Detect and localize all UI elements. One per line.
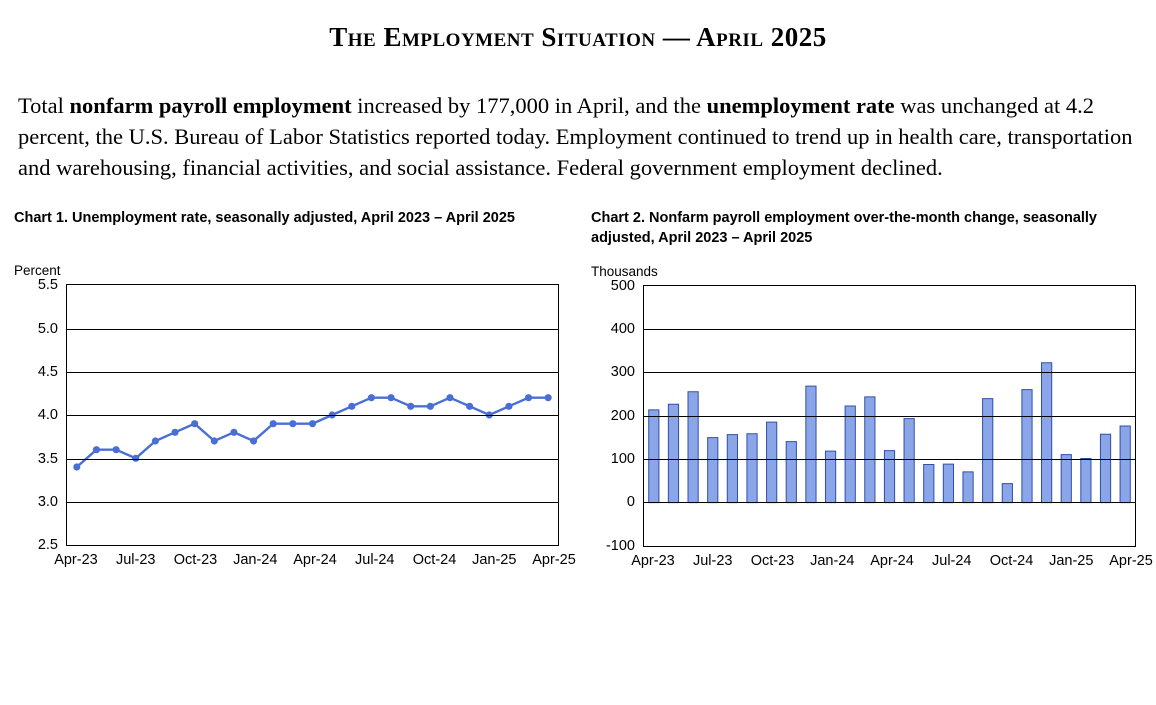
x-axis-tick-label: Apr-23 <box>631 552 675 569</box>
page-title: The Employment Situation — April 2025 <box>329 22 827 52</box>
x-axis-tick-label: Oct-24 <box>989 552 1034 569</box>
x-axis-tick-label: Jul-24 <box>932 552 972 569</box>
y-axis-tick-label: 400 <box>610 321 635 338</box>
summary-emphasis: unemployment rate <box>706 93 895 118</box>
chart-1-plot <box>14 277 576 584</box>
x-axis-tick-label: Apr-24 <box>870 552 914 569</box>
y-axis-tick-label: 5.5 <box>37 277 58 294</box>
x-axis-tick-label: Apr-23 <box>54 552 98 569</box>
gridline <box>644 459 1135 460</box>
summary-text: increased by 177,000 in April, and the <box>351 93 707 118</box>
gridline <box>67 372 558 373</box>
y-axis-tick-label: 300 <box>610 364 635 381</box>
chart-1-plot-area <box>66 284 559 546</box>
y-axis-tick-label: 0 <box>626 494 635 511</box>
gridline <box>644 502 1135 503</box>
x-axis-tick-label: Jul-23 <box>692 552 733 569</box>
x-axis-tick-label: Oct-23 <box>173 552 218 569</box>
chart-2-plot <box>591 277 1153 585</box>
y-axis-tick-label: 3.0 <box>37 494 58 511</box>
summary-text: was unchanged at 4.2 percent, the U.S. Bureau of Labor Statistics reported today. Employment continued to trend up in health care, transportation and warehousing, financial activities, and social assistance. Federal government employment declined. <box>18 93 1133 180</box>
charts-row <box>0 209 1156 584</box>
gridline <box>644 372 1135 373</box>
x-axis-tick-label: Jul-24 <box>355 552 395 569</box>
chart-2-plot-area <box>643 285 1136 547</box>
chart-1-y-axis-unit: Percent <box>14 263 61 279</box>
chart-2-title: Chart 2. Nonfarm payroll employment over-the-month change, seasonally adjusted, April 2023 – April 2025 <box>591 210 1097 246</box>
y-axis-tick-label: 2.5 <box>37 537 58 554</box>
x-axis-tick-label: Jan-25 <box>1049 552 1094 569</box>
x-axis-tick-label: Jan-24 <box>233 552 278 569</box>
summary-paragraph <box>18 91 1138 183</box>
gridline <box>644 329 1135 330</box>
x-axis-tick-label: Jan-25 <box>472 552 517 569</box>
y-axis-tick-label: 100 <box>610 451 635 468</box>
chart-1-block <box>14 209 576 584</box>
x-axis-tick-label: Apr-25 <box>532 552 576 569</box>
y-axis-tick-label: 3.5 <box>37 450 58 467</box>
y-axis-tick-label: -100 <box>605 537 635 554</box>
y-axis-tick-label: 500 <box>610 277 635 294</box>
gridline <box>644 416 1135 417</box>
gridline <box>67 329 558 330</box>
chart-2-block <box>591 209 1153 584</box>
summary-emphasis: nonfarm payroll employment <box>69 93 352 118</box>
x-axis-tick-label: Apr-25 <box>1109 552 1153 569</box>
gridline <box>67 415 558 416</box>
summary-text: Total <box>18 93 70 118</box>
y-axis-tick-label: 5.0 <box>37 320 58 337</box>
x-axis-tick-label: Oct-24 <box>412 552 457 569</box>
x-axis-tick-label: Jul-23 <box>115 552 156 569</box>
chart-1-title: Chart 1. Unemployment rate, seasonally adjusted, April 2023 – April 2025 <box>14 210 515 227</box>
y-axis-tick-label: 4.0 <box>37 407 58 424</box>
chart-2-y-axis-unit: Thousands <box>591 263 658 279</box>
gridline <box>67 459 558 460</box>
gridline <box>67 502 558 503</box>
x-axis-tick-label: Oct-23 <box>750 552 795 569</box>
y-axis-tick-label: 4.5 <box>37 364 58 381</box>
y-axis-tick-label: 200 <box>610 407 635 424</box>
x-axis-tick-label: Jan-24 <box>810 552 855 569</box>
x-axis-tick-label: Apr-24 <box>293 552 337 569</box>
